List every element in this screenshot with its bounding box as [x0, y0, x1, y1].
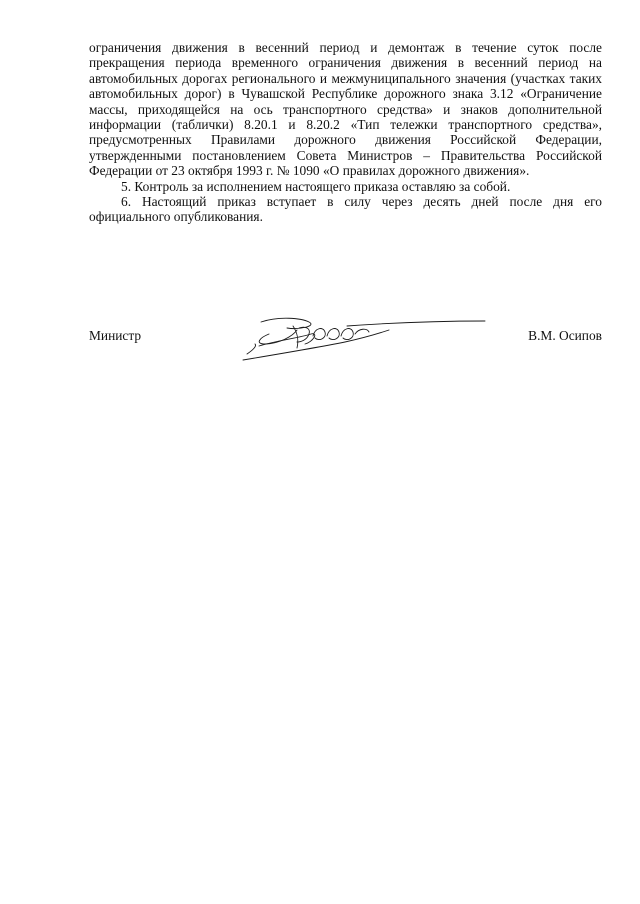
- handwritten-signature: [239, 314, 489, 362]
- paragraph-continuation: ограничения движения в весенний период и демонтаж в течение суток после прекращения периода временного ограничения движения в весенний период на автомобильных дорогах регионального и межмуниципального значения (участках таких автомобильных дорог) в Чувашской Республике дорожного знака 3.12 «Ограничение массы, приходящейся на ось транспортного средства» и знаков дополнительной информации (таблички) 8.20.1 и 8.20.2 «Тип тележки транспортного средства», предусмотренных Правилами дорожного движения Российской Федерации, утвержденными постановлением Совета Министров – Правительства Российской Федерации от 23 октября 1993 г. № 1090 «О правилах дорожного движения».: [89, 40, 602, 179]
- signatory-title: Министр: [89, 328, 142, 343]
- signatory-name: В.М. Осипов: [528, 328, 602, 343]
- document-body: [89, 40, 602, 225]
- signature-block: [89, 324, 602, 374]
- paragraph-item-6: 6. Настоящий приказ вступает в силу через десять дней после дня его официального опубликования.: [89, 194, 602, 225]
- paragraph-item-5: 5. Контроль за исполнением настоящего приказа оставляю за собой.: [121, 178, 511, 194]
